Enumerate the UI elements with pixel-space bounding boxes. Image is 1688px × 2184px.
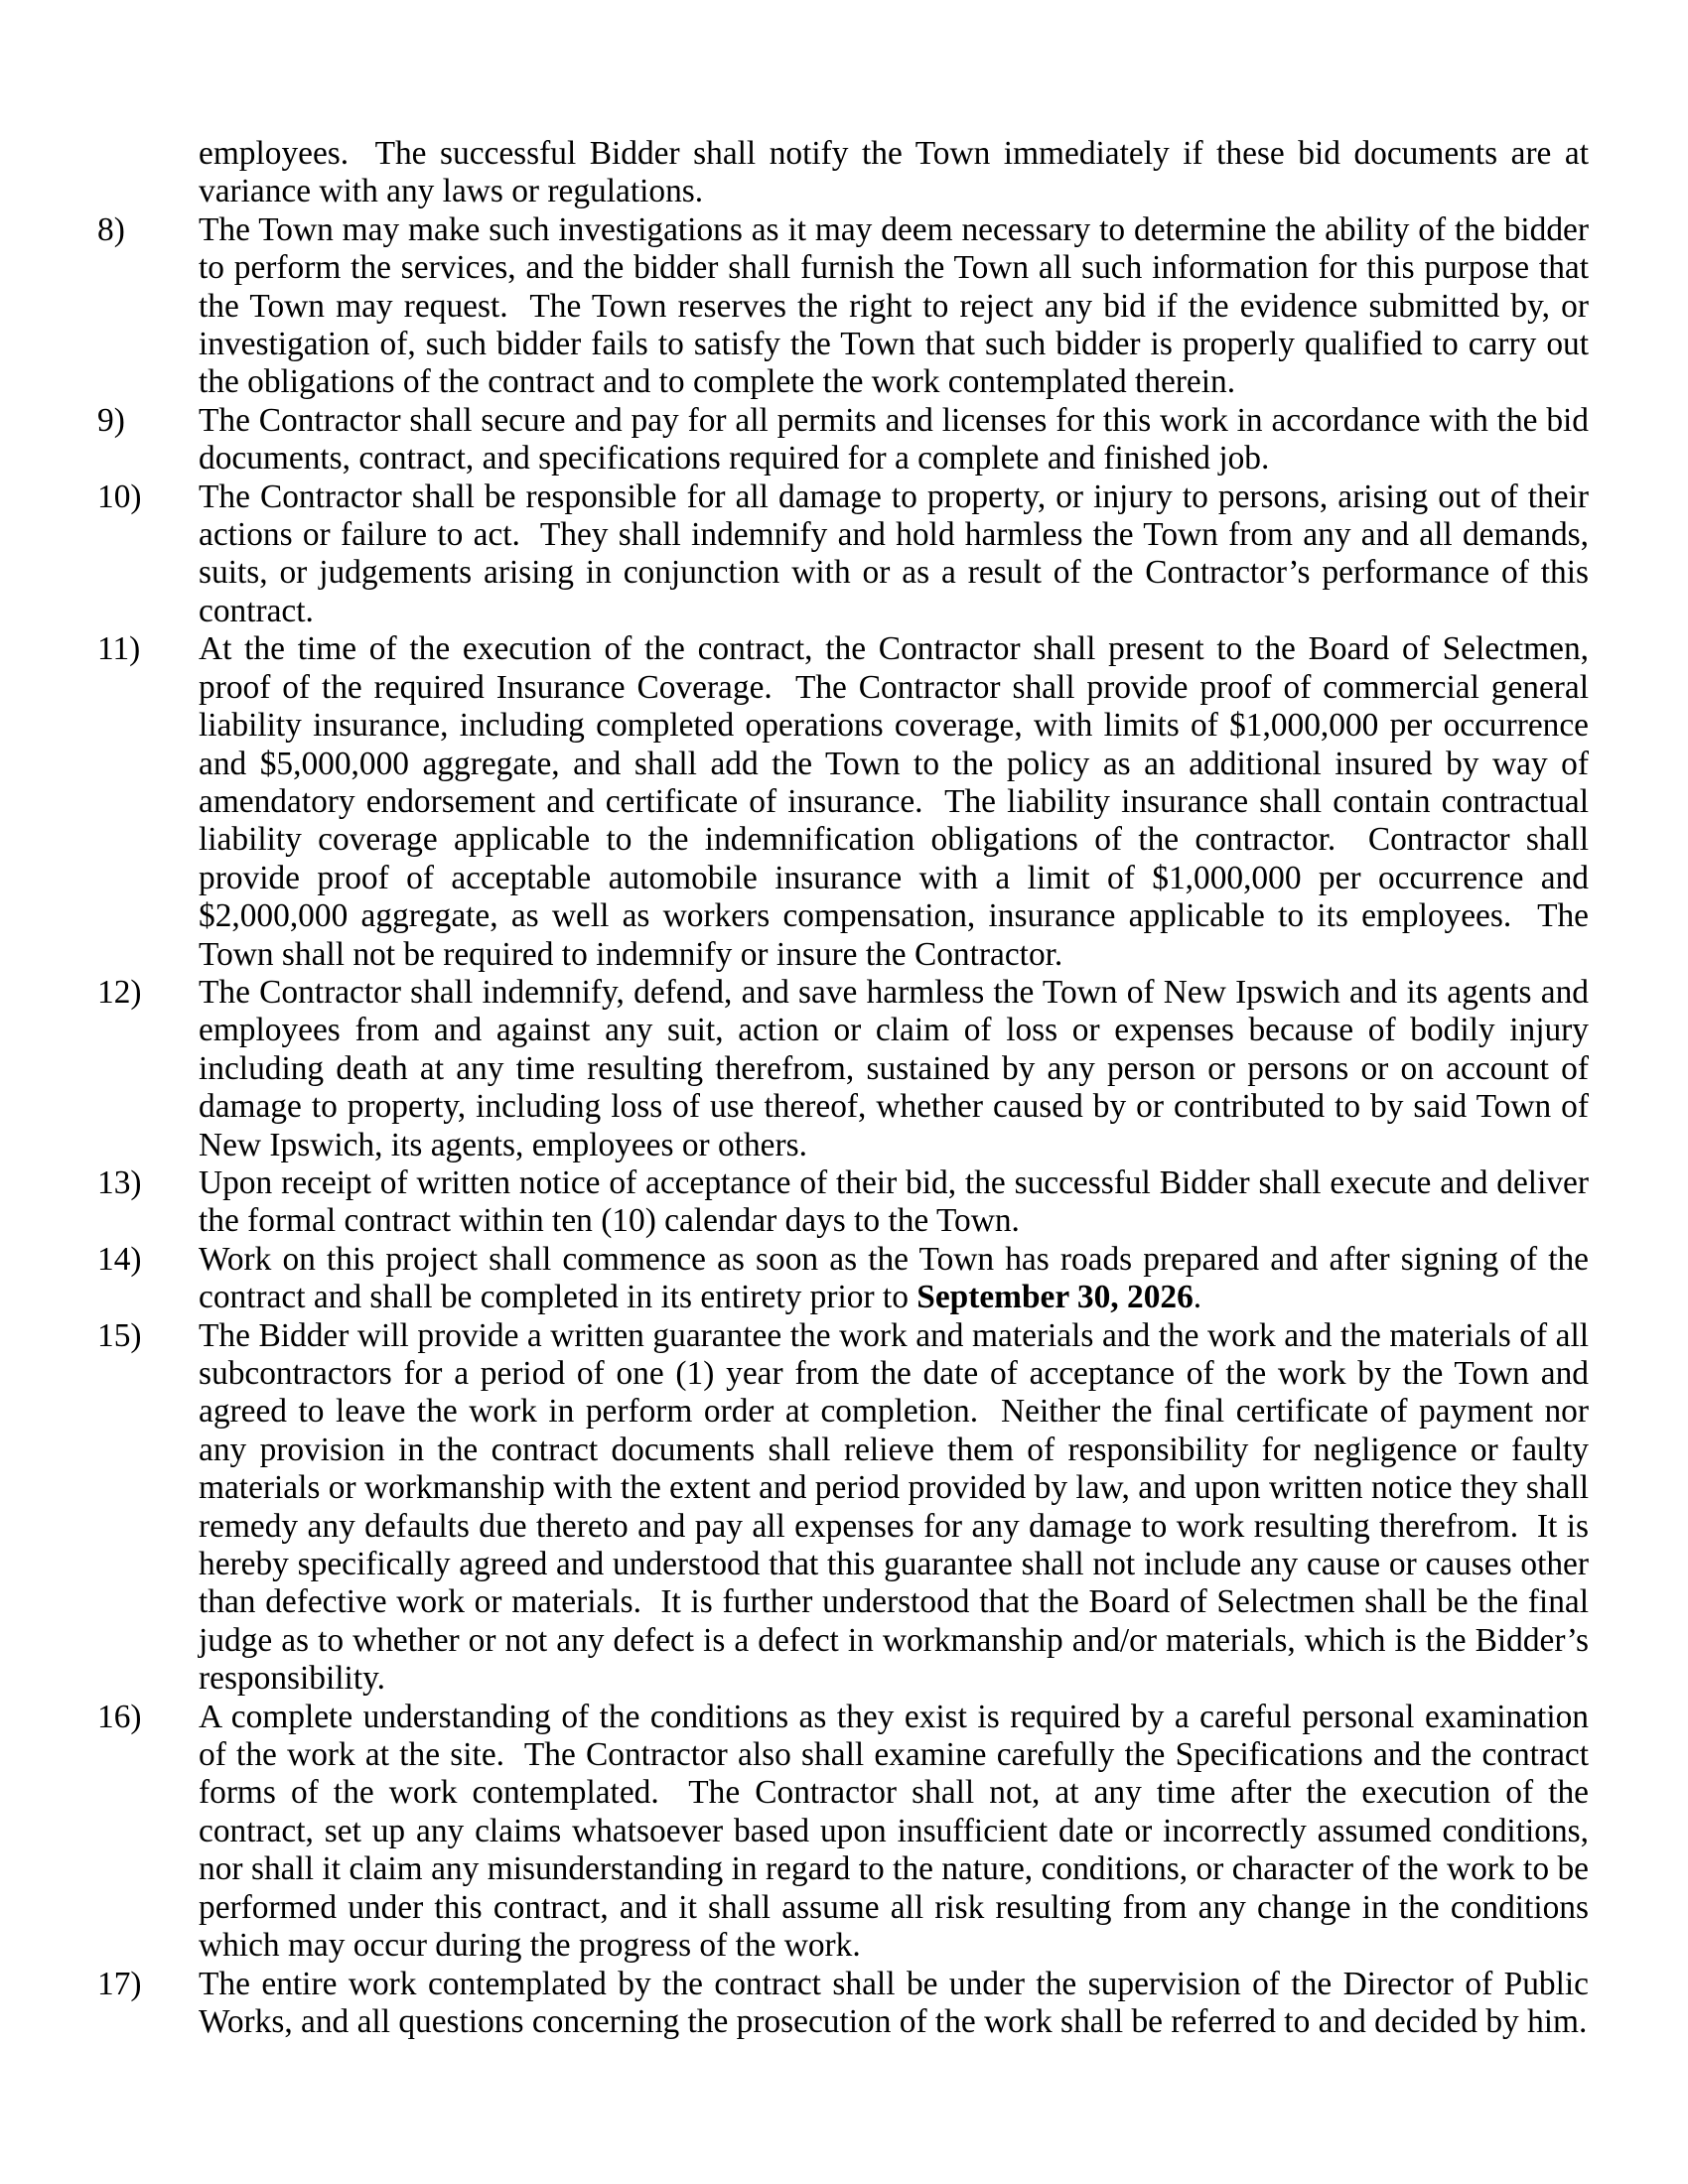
contract-clause-12 bbox=[97, 974, 1589, 1164]
intro-continuation-paragraph bbox=[199, 135, 1589, 211]
contract-clause-17 bbox=[97, 1966, 1589, 2042]
clause-number: 17) bbox=[97, 1965, 142, 2002]
clause-text: The Contractor shall secure and pay for all permits and licenses for this work in accordance with the bid documents, contract, and specifications required for a complete and finished job. bbox=[199, 401, 1589, 478]
paragraph-text: employees. The successful Bidder shall notify the Town immediately if these bid documents are at variance with any laws or regulations. bbox=[199, 135, 1589, 210]
clause-text: The Bidder will provide a written guarantee the work and materials and the work and the materials of all subcontractors for a period of one (1) year from the date of acceptance of the work by the Town and agreed to leave the work in perform order at completion. Neither the final certificate of payment nor any provision in the contract documents shall relieve them of responsibility for negligence or faulty materials or workmanship with the extent and period provided by law, and upon written notice they shall remedy any defaults due thereto and pay all expenses for any damage to work resulting therefrom. It is hereby specifically agreed and understood that this guarantee shall not include any cause or causes other than defective work or materials. It is further understood that the Board of Selectmen shall be the final judge as to whether or not any defect is a defect in workmanship and/or materials, which is the Bidder’s responsibility. bbox=[199, 1316, 1589, 1698]
clause-number: 9) bbox=[97, 401, 125, 439]
clause-text: The Contractor shall indemnify, defend, and save harmless the Town of New Ipswich and its agents and employees from and against any suit, action or claim of loss or expenses because of bodily injury including death at any time resulting therefrom, sustained by any person or persons or on account of damage to property, including loss of use thereof, whether caused by or contributed to by said Town of New Ipswich, its agents, employees or others. bbox=[199, 973, 1589, 1163]
contract-clause-10 bbox=[97, 478, 1589, 631]
clause-text: The entire work contemplated by the contract shall be under the supervision of the Director of Public Works, and all questions concerning the prosecution of the work shall be referred to and decided by him. bbox=[199, 1965, 1589, 2040]
contract-clauses-section bbox=[97, 135, 1589, 2041]
clause-text: At the time of the execution of the contract, the Contractor shall present to the Board of Selectmen, proof of the required Insurance Coverage. The Contractor shall provide proof of commercial general liability insurance, including completed operations coverage, with limits of $1,000,000 per occurrence and $5,000,000 aggregate, and shall add the Town to the policy as an additional insured by way of amendatory endorsement and certificate of insurance. The liability insurance shall contain contractual liability coverage applicable to the indemnification obligations of the contractor. Contractor shall provide proof of acceptable automobile insurance with a limit of $1,000,000 per occurrence and $2,000,000 aggregate, as well as workers compensation, insurance applicable to its employees. The Town shall not be required to indemnify or insure the Contractor. bbox=[199, 630, 1589, 973]
contract-clause-14 bbox=[97, 1241, 1589, 1317]
clause-text: A complete understanding of the conditions as they exist is required by a careful personal examination of the work at the site. The Contractor also shall examine carefully the Specifications and the contract forms of the work contemplated. The Contractor shall not, at any time after the execution of the contract, set up any claims whatsoever based upon insufficient date or incorrectly assumed conditions, nor shall it claim any misunderstanding in regard to the nature, conditions, or character of the work to be performed under this contract, and it shall assume all risk resulting from any change in the conditions which may occur during the progress of the work. bbox=[199, 1698, 1589, 1965]
contract-clause-11 bbox=[97, 630, 1589, 974]
contract-clause-9 bbox=[97, 402, 1589, 478]
clause-number: 11) bbox=[97, 630, 141, 668]
clause-number: 12) bbox=[97, 973, 142, 1011]
clause-text: Upon receipt of written notice of acceptance of their bid, the successful Bidder shall execute and deliver the formal contract within ten (10) calendar days to the Town. bbox=[199, 1163, 1589, 1240]
contract-clause-13 bbox=[97, 1164, 1589, 1241]
clause-number: 8) bbox=[97, 210, 125, 248]
completion-deadline-date: September 30, 2026 bbox=[916, 1279, 1194, 1316]
clause-text: The Contractor shall be responsible for all damage to property, or injury to persons, arising out of their actions or failure to act. They shall indemnify and hold harmless the Town from any and all demands, suits, or judgements arising in conjunction with or as a result of the Contractor’s performance of this contract. bbox=[199, 478, 1589, 629]
clause-number: 13) bbox=[97, 1163, 142, 1201]
contract-clause-16 bbox=[97, 1699, 1589, 1966]
contract-clause-15 bbox=[97, 1317, 1589, 1699]
clause-text-before-deadline: Work on this project shall commence as soon as the Town has roads prepared and after signing of the contract and shall be completed in its entirety prior to bbox=[199, 1240, 1589, 1316]
clause-number: 14) bbox=[97, 1240, 142, 1278]
contract-clause-8 bbox=[97, 211, 1589, 402]
clause-text: The Town may make such investigations as it may deem necessary to determine the ability of the bidder to perform the services, and the bidder shall furnish the Town all such information for this purpose that the Town may request. The Town reserves the right to reject any bid if the evidence submitted by, or investigation of, such bidder fails to satisfy the Town that such bidder is properly qualified to carry out the obligations of the contract and to complete the work contemplated therein. bbox=[199, 210, 1589, 401]
clause-number: 10) bbox=[97, 478, 142, 515]
clause-number: 16) bbox=[97, 1698, 142, 1735]
clause-number: 15) bbox=[97, 1316, 142, 1354]
clause-text-after-deadline: . bbox=[1193, 1279, 1202, 1316]
